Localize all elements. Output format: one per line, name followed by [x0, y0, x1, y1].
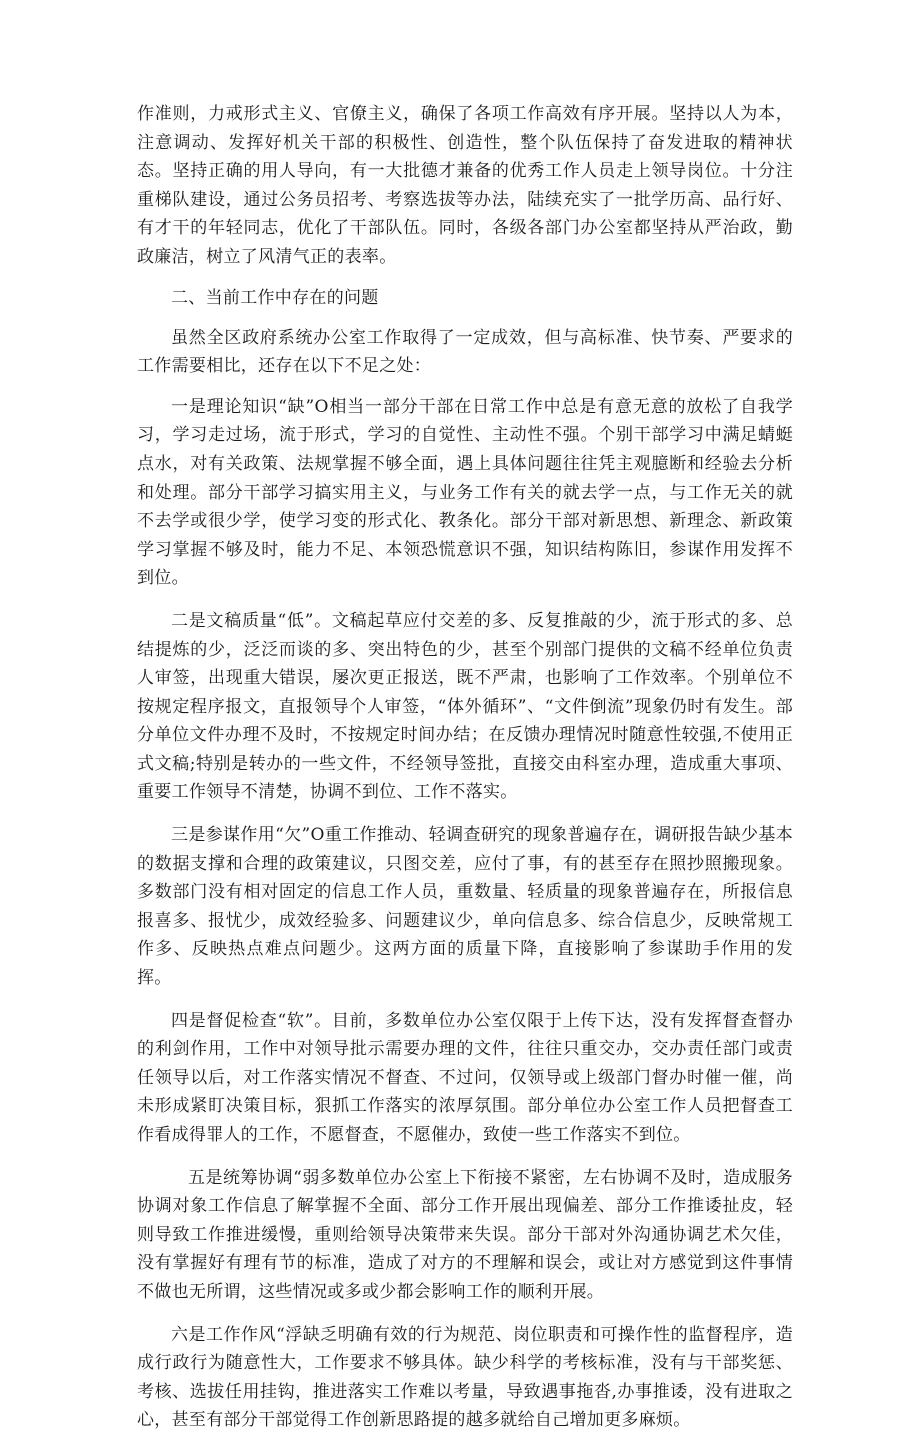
paragraph-overview: 虽然全区政府系统办公室工作取得了一定成效，但与高标准、快节奏、严要求的工作需要相比，还存在以下不足之处：: [137, 327, 793, 377]
paragraph-theory-knowledge: 一是理论知识“缺”O相当一部分干部在日常工作中总是有意无意的放松了自我学习，学习走过场，流于形式，学习的自觉性、主动性不强。个别干部学习中满足蜻蜓点水，对有关政策、法规掌握不够全面，遇上具体问题往往凭主观臆断和经验去分析和处理。部分干部学习搞实用主义，与业务工作有关的就去学一点，与工作无关的就不去学或很少学，使学习变的形式化、教条化。部分干部对新思想、新理念、新政策学习掌握不够及时，能力不足、本领恐慌意识不强，知识结构陈旧，参谋作用发挥不到位。: [137, 396, 793, 589]
paragraph-coordination: 五是统筹协调“弱多数单位办公室上下衔接不紧密，左右协调不及时，造成服务协调对象工作信息了解掌握不全面、部分工作开展出现偏差、部分工作推诿扯皮，轻则导致工作推进缓慢，重则给领导决策带来失误。部分干部对外沟通协调艺术欠佳，没有掌握好有理有节的标准，造成了对方的不理解和误会，或让对方感觉到这件事情不做也无所谓，这些情况或多或少都会影响工作的顺利开展。: [137, 1167, 793, 1302]
paragraph-intro-continued: 作准则，力戒形式主义、官僚主义，确保了各项工作高效有序开展。坚持以人为本，注意调动、发挥好机关干部的积极性、创造性，整个队伍保持了奋发进取的精神状态。坚持正确的用人导向，有一大批德才兼备的优秀工作人员走上领导岗位。十分注重梯队建设，通过公务员招考、考察选拔等办法，陆续充实了一批学历高、品行好、有才干的年轻同志，优化了干部队伍。同时，各级各部门办公室都坚持从严治政，勤政廉洁，树立了风清气正的表率。: [137, 104, 793, 267]
paragraph-supervision: 四是督促检查“软”。目前，多数单位办公室仅限于上传下达，没有发挥督查督办的利剑作用，工作中对领导批示需要办理的文件，往往只重交办，交办责任部门或责任领导以后，对工作落实情况不督查、不过问，仅领导或上级部门督办时催一催，尚未形成紧盯决策目标，狠抓工作落实的浓厚氛围。部分单位办公室工作人员把督查工作看成得罪人的工作，不愿督查，不愿催办，致使一些工作落实不到位。: [137, 1010, 793, 1145]
paragraph-advisory-role: 三是参谋作用“欠”O重工作推动、轻调查研究的现象普遍存在，调研报告缺少基本的数据支撑和合理的政策建议，只图交差，应付了事，有的甚至存在照抄照搬现象。多数部门没有相对固定的信息工作人员，重数量、轻质量的现象普遍存在，所报信息报喜多、报忧少，成效经验多、问题建议少，单向信息多、综合信息少，反映常规工作多、反映热点难点问题少。这两方面的质量下降，直接影响了参谋助手作用的发挥。: [137, 825, 793, 989]
paragraph-document-quality: 二是文稿质量“低”。文稿起草应付交差的多、反复推敲的少，流于形式的多、总结提炼的少，泛泛而谈的多、突出特色的少，甚至个别部门提供的文稿不经单位负责人审签，出现重大错误，屡次更正报送，既不严肃，也影响了工作效率。个别单位不按规定程序报文，直报领导个人审签，“体外循环”、“文件倒流”现象仍时有发生。部分单位文件办理不及时，不按规定时间办结；在反馈办理情况时随意性较强,不使用正式文稿;特别是转办的一些文件，不经领导签批，直接交由科室办理，造成重大事项、重要工作领导不清楚，协调不到位、工作不落实。: [137, 610, 793, 803]
document-body: [137, 100, 793, 1435]
paragraph-work-style: 六是工作作风“浮缺乏明确有效的行为规范、岗位职责和可操作性的监督程序，造成行政行为随意性大，工作要求不够具体。缺少科学的考核标准，没有与干部奖惩、考核、选拔任用挂钩，推进落实工作难以考量，导致遇事拖沓,办事推诿，没有进取之心，甚至有部分干部觉得工作创新思路提的越多就给自己增加更多麻烦。: [137, 1324, 793, 1431]
section-heading: 二、当前工作中存在的问题: [171, 287, 379, 308]
